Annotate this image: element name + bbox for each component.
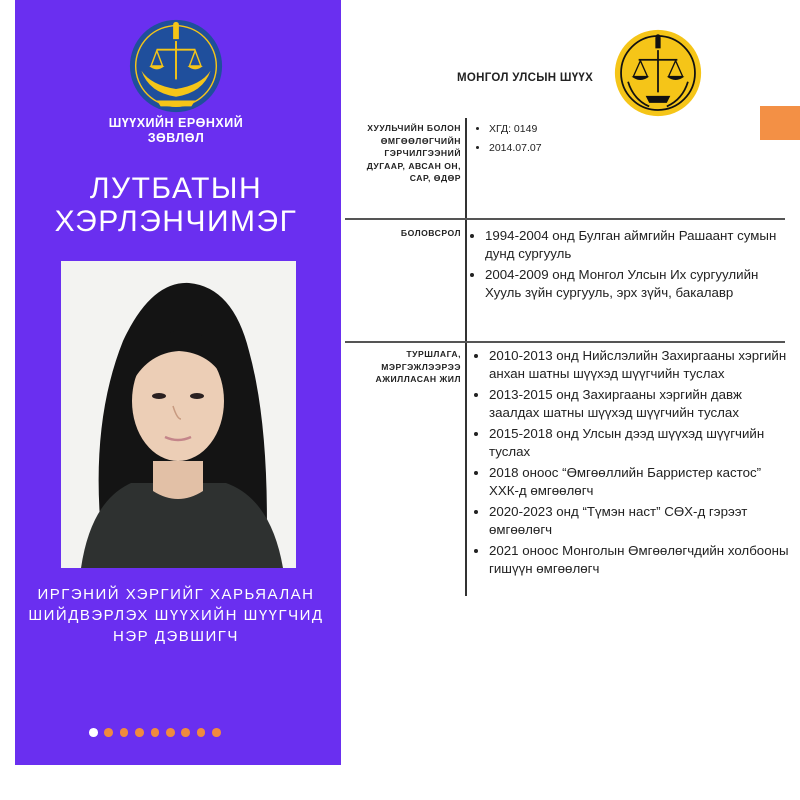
page-dot[interactable] xyxy=(181,728,190,737)
candidate-name: ЛУТБАТЫН ХЭРЛЭНЧИМЭГ xyxy=(54,172,298,238)
education-label: БОЛОВСРОЛ xyxy=(400,228,461,238)
list-item: • 2013-2015 онд Захиргааны хэргийн давж заалдах шатны шүүхэд шүүгчийн туслах xyxy=(489,386,789,422)
list-item: • ХГД: 0149 xyxy=(489,121,789,137)
table-divider xyxy=(345,341,785,343)
list-item: • 2020-2023 онд “Түмэн наст” СӨХ-д гэрээт өмгөөлөгч xyxy=(489,503,789,539)
list-item: • 2014.07.07 xyxy=(489,140,789,156)
page-dot[interactable] xyxy=(104,728,113,737)
page-dot[interactable] xyxy=(166,728,175,737)
list-item: • 2004-2009 онд Монгол Улсын Их сургуулийн Хууль зүйн сургууль, эрх зүйч, бакалавр xyxy=(485,266,785,302)
page-dot-active[interactable] xyxy=(89,728,98,737)
list-item: • 2015-2018 онд Улсын дээд шүүхэд шүүгчийн туслах xyxy=(489,425,789,461)
education-list xyxy=(469,227,785,305)
nominee-caption: ИРГЭНИЙ ХЭРГИЙГ ХАРЬЯАЛАН ШИЙДВЭРЛЭХ ШҮҮХИЙН ШҮҮГЧИД НЭР ДЭВШИГЧ xyxy=(28,586,324,645)
license-list xyxy=(473,121,789,159)
court-emblem-icon xyxy=(614,29,702,117)
list-item: • 2010-2013 онд Нийслэлийн Захиргааны хэргийн анхан шатны шүүхэд шүүгчийн туслах xyxy=(489,347,789,383)
pagination-dots xyxy=(89,728,221,737)
table-divider xyxy=(345,218,785,220)
council-emblem-icon xyxy=(128,18,224,114)
page-dot[interactable] xyxy=(135,728,144,737)
license-label: ХУУЛЬЧИЙН БОЛОН ӨМГӨӨЛӨГЧИЙН ГЭРЧИЛГЭЭНИЙ ДУГААР, АВСАН ОН, САР, ӨДӨР xyxy=(366,123,461,183)
council-title: ШҮҮХИЙН ЕРӨНХИЙ ЗӨВЛӨЛ xyxy=(108,116,244,145)
list-item: • 2021 оноос Монголын Өмгөөлөгчдийн холбооны гишүүн өмгөөлөгч xyxy=(489,542,789,578)
experience-label: ТУРШЛАГА, МЭРГЭЖЛЭЭРЭЭ АЖИЛЛАСАН ЖИЛ xyxy=(375,349,461,384)
page-dot[interactable] xyxy=(120,728,129,737)
page-dot[interactable] xyxy=(197,728,206,737)
court-title: МОНГОЛ УЛСЫН ШҮҮХ xyxy=(457,72,594,84)
list-item: • 1994-2004 онд Булган аймгийн Рашаант сумын дунд сургууль xyxy=(485,227,785,263)
experience-list xyxy=(473,347,789,581)
candidate-portrait xyxy=(61,261,296,568)
list-item: • 2018 оноос “Өмгөөллийн Барристер кастос” ХХК-д өмгөөлөгч xyxy=(489,464,789,500)
page-dot[interactable] xyxy=(212,728,221,737)
table-divider-vertical xyxy=(465,118,467,596)
page-dot[interactable] xyxy=(151,728,160,737)
